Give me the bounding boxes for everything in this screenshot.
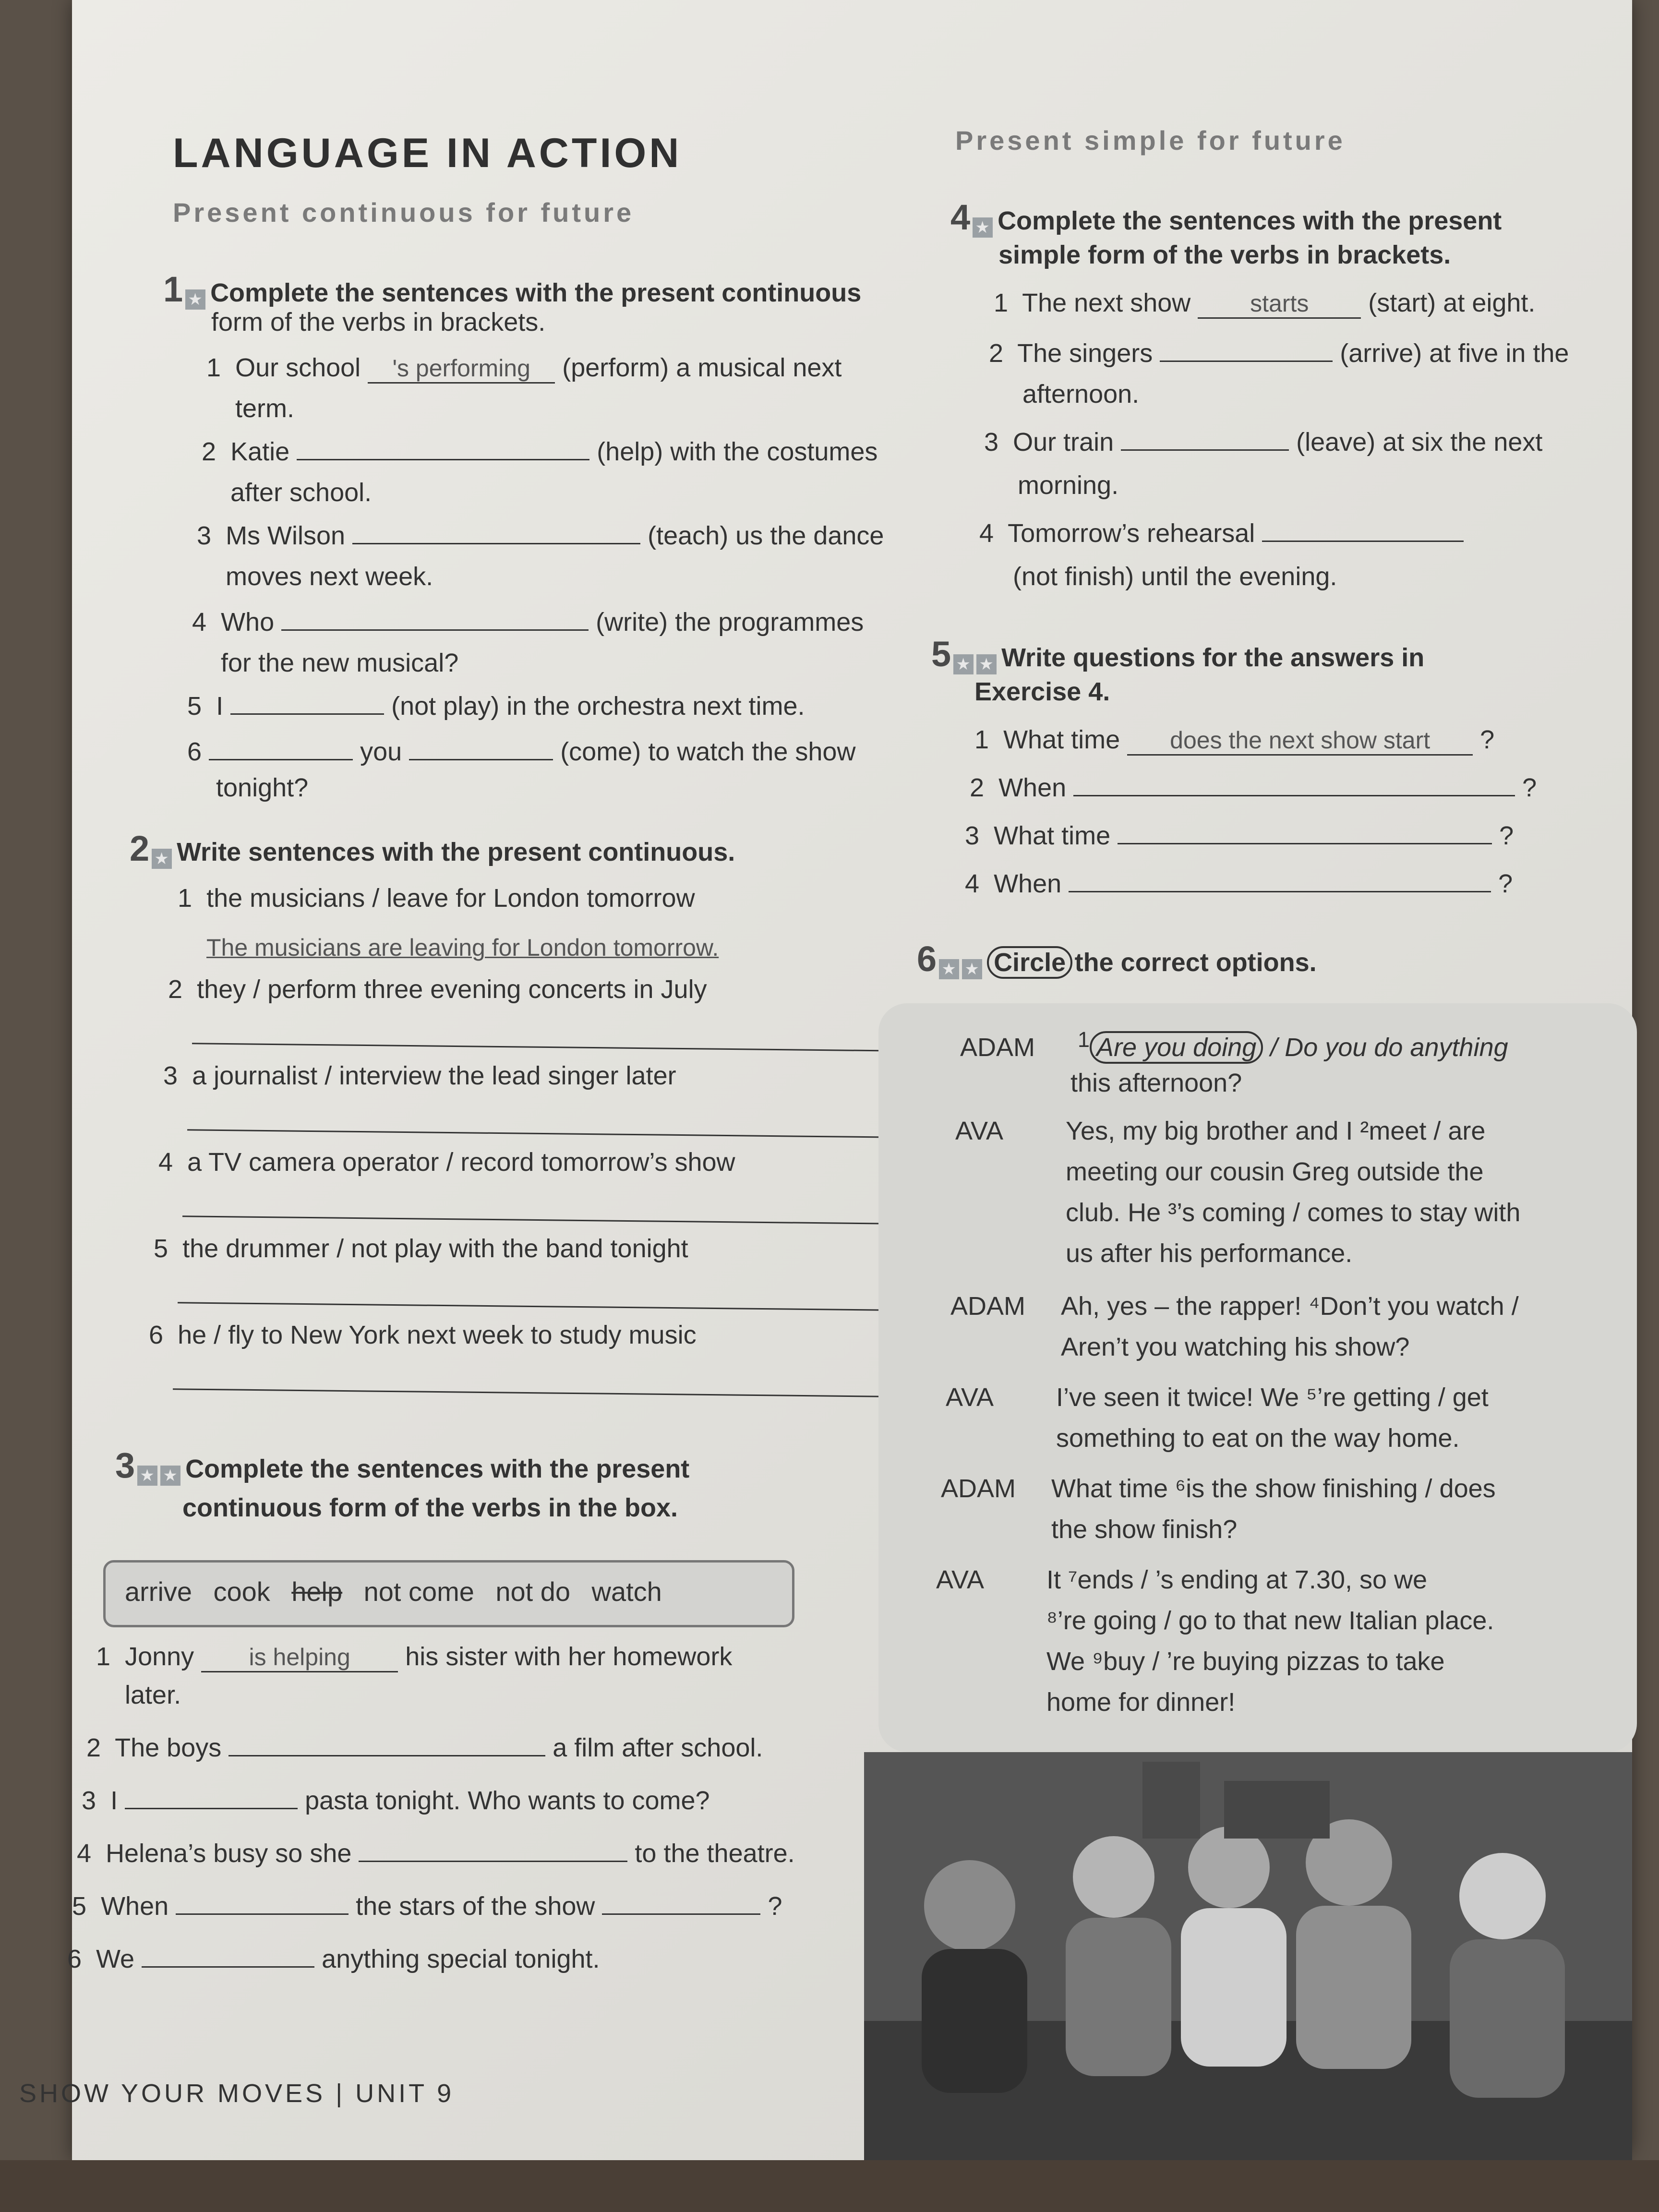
answer-line[interactable] [187,1129,898,1138]
ex3-item-5: 5 When the stars of the show ? [72,1892,782,1921]
ex3-heading: 3 ★ ★ Complete the sentences with the present [115,1445,690,1485]
ex2-heading: 2 ★ Write sentences with the present continuous. [130,829,735,868]
answer-field[interactable] [228,1755,545,1756]
ex5-instruction-2: Exercise 4. [974,677,1110,706]
ex4-item-1: 1 The next show starts (start) at eight. [994,288,1535,319]
answer-field[interactable] [409,759,553,760]
answer-field[interactable] [602,1913,760,1915]
dialogue-panel [878,1003,1637,1752]
ex1-item-2: 2 Katie (help) with the costumes [202,437,878,466]
table-surface [0,2160,1659,2212]
answer-field[interactable] [1118,843,1492,844]
answer-field[interactable] [230,713,384,715]
answer-field[interactable] [176,1913,349,1915]
ex1-instruction-2: form of the verbs in brackets. [211,308,546,337]
ex4-item-2-cont: afternoon. [1022,380,1140,409]
ex1-instruction-1: Complete the sentences with the present continuous [210,278,862,307]
box-word: watch [591,1576,662,1607]
section-title: LANGUAGE IN ACTION [173,130,682,176]
box-word: not come [363,1576,474,1607]
ex4-item-4: 4 Tomorrow’s rehearsal [979,518,1464,548]
ex2-item-6: 6 he / fly to New York next week to study music [149,1321,697,1349]
dialogue-line-1: ADAM $^1$ Are you doing / Do you do anything [960,1027,1508,1062]
ex4-item-3: 3 Our train (leave) at six the next [984,428,1543,457]
box-word: arrive [125,1576,192,1607]
ex2-answer-1[interactable]: The musicians are leaving for London tomorrow. [206,934,719,961]
ex2-item-5: 5 the drummer / not play with the band tonight [154,1234,688,1263]
speaker-name: AVA [946,1383,994,1412]
answer-field[interactable] [297,459,589,460]
answer-field[interactable]: starts [1198,289,1361,319]
star-icon: ★ [962,959,982,979]
ex5-item-3: 3 What time ? [965,821,1514,850]
ex4-item-2: 2 The singers (arrive) at five in the [989,339,1569,368]
ex4-item-3-cont: morning. [1018,471,1119,500]
answer-line[interactable] [182,1215,893,1224]
star-icon: ★ [185,289,205,310]
star-icon: ★ [953,654,974,674]
answer-field[interactable]: does the next show start [1127,726,1473,756]
ex5-item-4: 4 When ? [965,869,1513,898]
ex5-item-1: 1 What time does the next show start ? [974,725,1494,756]
circle-word: Circle [987,946,1072,979]
ex4-heading: 4 ★ Complete the sentences with the present [950,197,1502,237]
ex1-item-4: 4 Who (write) the programmes [192,608,864,637]
page-footer: SHOW YOUR MOVES | UNIT 9 [19,2079,455,2108]
workbook-page: LANGUAGE IN ACTION Present continuous for future Present simple for future 1 ★ Complete the sentences with the present continuous form of the verbs in brackets. 1 Our school 's performing (perform) a musical next term. 2 Katie (help) with the costumes after school. 3 Ms Wilson (teach) us the dance moves next week. 4 Who (write) the programmes for the new musical? 5 I (not play) in the orchestra next time. 6 you (come) to watch the show tonight? 2 ★ Write sentences with the present continuous. 1 the musicians / leave for London tomorrow The musicians are leaving for London tomorrow. 2 they / perform three evening concerts in July 3 a journalist / interview the lead singer later 4 a TV camera operator / record tomorrow’s show 5 the drummer / not play with the band tonight 6 he / fly to New York next week to study music 3 ★ ★ Complete the sentences with the present continuous form of the verbs in the box. arrive cook help not come not do watch 1 Jonny is helping his sister with her homework later. 2 The boys a film after school. 3 I pasta tonight. Who wants to come? 4 Helena’s busy so she to the theatre. 5 When the stars of the show ? 6 We anything special tonight. 4 ★ Complete the sentences with the present simple form of the verbs in brackets. 1 The next show starts (start) at eight. 2 The singers (arrive) at five in the afternoon. 3 Our train (leave) at six the next morning. 4 Tomorrow’s rehearsal (not finish) until the evening. 5 ★ ★ Write questions for the answers in Exercise 4. 1 What time does the next show start ? 2 When ? 3 What time ? 4 When ? 6 ★ ★ Circle the correct options. ADAM $^1$ Are you doing / Do you do anything this afternoon? AVA Yes, my big brother and I ²meet / are meeting our cousin Greg outside the club. He ³’s coming / comes to stay with us after his performance. ADAM Ah, yes – the rapper! ⁴Don’t you watch / Aren’t you watching his show? AVA I’ve seen it twice! We ⁵’re getting / get something to eat on the way home. ADAM What time ⁶is the show finishing / does the show finish? AVA It ⁷ends / ’s ending at 7.30, so we ⁸’re going / go to that new Italian place. We ⁹buy / ’re buying pizzas to take home for dinner! SHOW YOUR MOVES | UNIT 9 [72,0,1632,2160]
ex1-item-3: 3 Ms Wilson (teach) us the dance [197,521,884,550]
ex4-instruction-2: simple form of the verbs in brackets. [998,240,1451,269]
ex1-number: 1 [163,269,183,309]
ex1-item-6: 6 you (come) to watch the show [187,737,856,766]
ex1-item-2-cont: after school. [230,478,372,507]
ex2-item-1: 1 the musicians / leave for London tomorrow [178,884,695,913]
answer-field[interactable] [359,1861,627,1862]
ex5-item-2: 2 When ? [970,773,1537,802]
speaker-name: AVA [936,1565,985,1594]
answer-field[interactable] [1121,449,1289,451]
ex1-item-1-cont: term. [235,394,295,423]
ex4-item-4-cont: (not finish) until the evening. [1013,562,1337,591]
answer-line[interactable] [178,1302,888,1310]
answer-field[interactable] [1262,541,1464,542]
right-subtitle: Present simple for future [955,125,1346,156]
photo-teens-eating-pizza [864,1752,1632,2160]
star-icon: ★ [137,1466,157,1486]
answer-field[interactable]: is helping [201,1643,398,1672]
dialogue-line-5: ADAM What time ⁶is the show finishing / does [941,1474,1496,1503]
answer-field[interactable]: 's performing [368,354,555,384]
star-icon: ★ [973,217,993,238]
ex6-heading: 6 ★ ★ Circle the correct options. [917,939,1317,979]
answer-field[interactable] [142,1966,314,1968]
dialogue-line-4: AVA I’ve seen it twice! We ⁵’re getting / get [946,1383,1489,1412]
answer-field[interactable] [281,629,589,631]
word-box [103,1560,794,1627]
ex1-item-4-cont: for the new musical? [221,649,459,677]
ex3-item-1-cont: later. [125,1681,181,1709]
answer-field[interactable] [209,759,353,760]
ex1-item-3-cont: moves next week. [226,562,433,591]
ex1-heading [163,269,861,310]
speaker-name: AVA [955,1117,1004,1145]
dialogue-line-6: AVA It ⁷ends / ’s ending at 7.30, so we [936,1565,1428,1594]
dialogue-line-3: ADAM Ah, yes – the rapper! ⁴Don’t you watch / [950,1292,1519,1321]
circled-option[interactable]: Are you doing [1090,1031,1263,1064]
ex3-instruction-2: continuous form of the verbs in the box. [182,1493,678,1522]
speaker-name: ADAM [941,1474,1016,1503]
ex3-item-4: 4 Helena’s busy so she to the theatre. [77,1839,795,1868]
box-word: not do [495,1576,571,1607]
ex3-item-6: 6 We anything special tonight. [67,1945,600,1973]
ex1-item-5: 5 I (not play) in the orchestra next time. [187,692,805,721]
answer-line[interactable] [192,1043,902,1051]
ex3-item-2: 2 The boys a film after school. [86,1733,763,1762]
box-word-used: help [291,1576,343,1607]
ex1-item-1: 1 Our school 's performing (perform) a musical next [206,353,842,384]
answer-field[interactable] [1160,361,1333,362]
answer-field[interactable] [1069,891,1491,892]
answer-field[interactable] [1073,795,1515,796]
ex2-item-3: 3 a journalist / interview the lead singer later [163,1061,676,1090]
answer-field[interactable] [125,1808,298,1809]
answer-field[interactable] [352,543,640,544]
ex2-item-4: 4 a TV camera operator / record tomorrow’s show [158,1148,735,1177]
speaker-name: ADAM [960,1033,1035,1062]
star-icon: ★ [939,959,959,979]
star-icon: ★ [160,1466,180,1486]
left-subtitle: Present continuous for future [173,197,635,228]
ex2-item-2: 2 they / perform three evening concerts in July [168,975,707,1004]
star-icon: ★ [976,654,997,674]
ex3-item-1: 1 Jonny is helping his sister with her homework [96,1642,732,1672]
star-icon: ★ [152,849,172,869]
speaker-name: ADAM [950,1292,1026,1321]
ex3-item-3: 3 I pasta tonight. Who wants to come? [82,1786,710,1815]
dialogue-line-2: AVA Yes, my big brother and I ²meet / are [955,1117,1486,1145]
box-word: cook [213,1576,270,1607]
ex5-heading: 5 ★ ★ Write questions for the answers in [931,634,1425,674]
answer-line[interactable] [173,1388,883,1397]
ex1-item-6-cont: tonight? [216,773,309,802]
